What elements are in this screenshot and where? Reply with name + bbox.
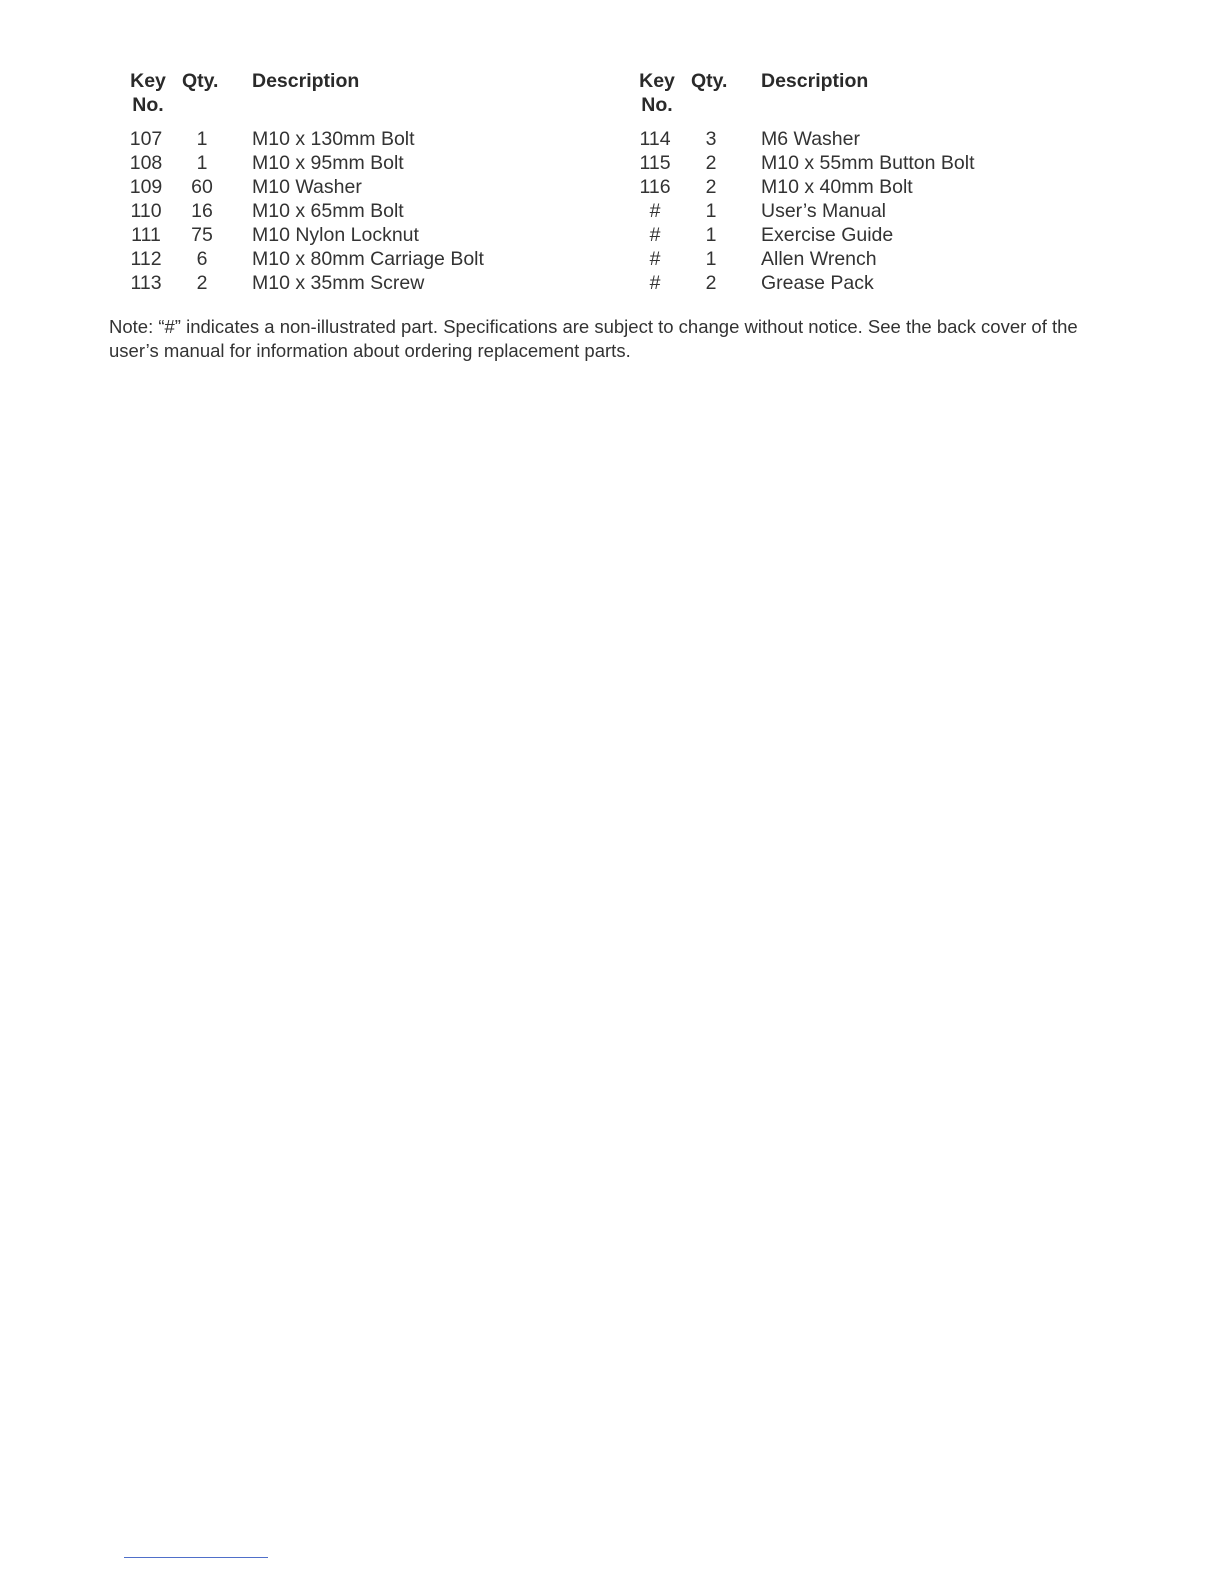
- part-key-no: 112: [130, 248, 162, 270]
- parts-list-header: [625, 66, 1095, 114]
- part-qty: 16: [191, 200, 213, 222]
- part-description: M10 x 65mm Bolt: [252, 200, 404, 222]
- part-qty: 3: [705, 128, 717, 150]
- part-key-no: 114: [639, 128, 671, 150]
- part-description: M10 x 40mm Bolt: [761, 176, 913, 198]
- part-qty: 1: [196, 128, 208, 150]
- part-key-no: 108: [129, 152, 163, 174]
- part-qty: 2: [705, 272, 717, 294]
- header-qty: Qty.: [182, 70, 219, 92]
- header-no-label: No.: [641, 94, 673, 116]
- part-qty: 2: [196, 272, 208, 294]
- parts-row: [116, 151, 586, 175]
- parts-row: [625, 247, 1095, 271]
- parts-row: [116, 175, 586, 199]
- part-qty: 1: [196, 152, 208, 174]
- part-qty: 2: [705, 176, 717, 198]
- part-key-no: 109: [129, 176, 163, 198]
- part-description: M10 x 55mm Button Bolt: [761, 152, 975, 174]
- parts-list-header: [116, 66, 586, 114]
- footnote-separator: [124, 1557, 268, 1558]
- parts-row: [116, 199, 586, 223]
- part-key-no: 113: [130, 272, 162, 294]
- part-qty: 75: [191, 224, 213, 246]
- part-description: Exercise Guide: [761, 224, 894, 246]
- part-description: M10 x 95mm Bolt: [252, 152, 404, 174]
- part-qty: 1: [705, 200, 717, 222]
- header-description: Description: [761, 70, 869, 92]
- part-description: M10 Nylon Locknut: [252, 224, 419, 246]
- parts-note: Note: “#” indicates a non-illustrated part. Specifications are subject to change without notice. See the back cover of the user’s manual for information about ordering replacement parts.: [109, 316, 1078, 361]
- part-key-no: #: [649, 224, 661, 246]
- parts-row: [625, 199, 1095, 223]
- parts-list-right: [625, 66, 1095, 295]
- header-key-label: Key: [639, 70, 675, 92]
- part-description: User’s Manual: [761, 200, 886, 222]
- header-description: Description: [252, 70, 360, 92]
- parts-row: [625, 175, 1095, 199]
- part-description: Grease Pack: [761, 272, 874, 294]
- parts-row: [116, 271, 586, 295]
- part-qty: 1: [705, 248, 717, 270]
- part-description: Allen Wrench: [761, 248, 877, 270]
- part-description: M10 x 80mm Carriage Bolt: [252, 248, 484, 270]
- part-qty: 6: [196, 248, 208, 270]
- part-description: M10 x 130mm Bolt: [252, 128, 415, 150]
- parts-rows-left: [116, 127, 586, 295]
- part-key-no: #: [649, 248, 661, 270]
- part-qty: 60: [191, 176, 213, 198]
- part-key-no: 110: [130, 200, 162, 222]
- part-key-no: #: [649, 272, 661, 294]
- parts-row: [116, 223, 586, 247]
- header-key-no: [637, 69, 677, 117]
- parts-rows-right: [625, 127, 1095, 295]
- parts-row: [625, 127, 1095, 151]
- part-description: M6 Washer: [761, 128, 860, 150]
- part-qty: 1: [705, 224, 717, 246]
- part-key-no: 116: [639, 176, 671, 198]
- parts-row: [116, 247, 586, 271]
- parts-row: [625, 223, 1095, 247]
- part-qty: 2: [705, 152, 717, 174]
- part-key-no: 115: [639, 152, 671, 174]
- part-description: M10 Washer: [252, 176, 362, 198]
- header-qty: Qty.: [691, 70, 728, 92]
- part-key-no: #: [649, 200, 661, 222]
- parts-row: [116, 127, 586, 151]
- header-key-no: [128, 69, 168, 117]
- part-key-no: 107: [129, 128, 163, 150]
- header-no-label: No.: [132, 94, 164, 116]
- header-key-label: Key: [130, 70, 166, 92]
- parts-list-left: [116, 66, 586, 295]
- part-key-no: 111: [131, 224, 161, 246]
- parts-row: [625, 271, 1095, 295]
- parts-row: [625, 151, 1095, 175]
- part-description: M10 x 35mm Screw: [252, 272, 425, 294]
